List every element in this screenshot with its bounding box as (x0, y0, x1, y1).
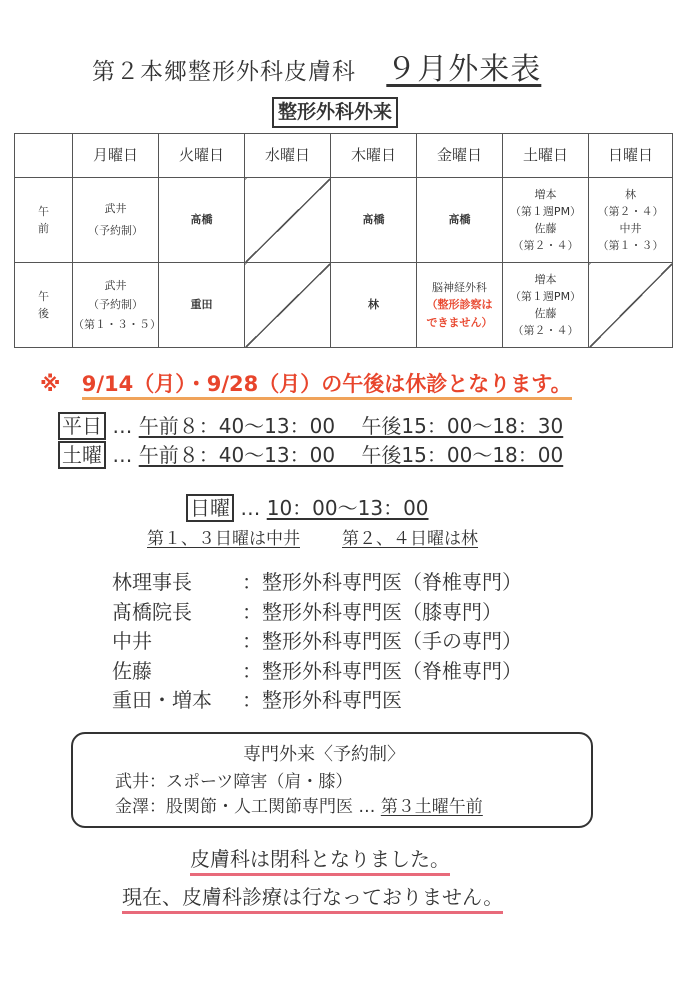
doctor-name: 佐藤 (112, 658, 152, 683)
corner-cell (15, 134, 73, 178)
dots: … (240, 496, 261, 520)
doctor-specialty: ：整形外科専門医（脊椎専門） (242, 658, 522, 683)
cell-fri-am: 髙橋 (417, 178, 503, 263)
day-header: 木曜日 (331, 134, 417, 178)
cell-fri-pm (417, 263, 503, 348)
cell-thu-pm: 林 (331, 263, 417, 348)
notice-mark: ※ (40, 372, 61, 396)
special-clinic-box (71, 732, 593, 828)
doctor-specialty: ：整形外科専門医（手の専門） (242, 629, 522, 653)
schedule-row-pm (15, 263, 673, 348)
cell-wed-pm-closed (245, 263, 331, 348)
pm-label: 午 後 (15, 263, 73, 348)
doctor-list (112, 568, 522, 716)
schedule-table (14, 133, 673, 348)
dermatology-closed-notice: 皮膚科は閉科となりました。 (190, 845, 450, 876)
day-header: 月曜日 (73, 134, 159, 178)
doctor-specialty: ：整形外科専門医（脊椎専門） (242, 570, 522, 594)
day-header: 火曜日 (159, 134, 245, 178)
cell-mon-am: 武井 （予約制） (73, 178, 159, 263)
clinic-name: 第２本郷整形外科皮膚科 (92, 59, 356, 85)
special-clinic-row (115, 792, 483, 817)
sunday-rotation (147, 524, 478, 549)
doctor-name: 林理事長 (112, 570, 192, 594)
cell-mon-pm: 武井 （予約制） （第１・３・５） (73, 263, 159, 348)
fri-pm-dept: 脳神経外科 (432, 281, 487, 295)
closure-notice (40, 368, 572, 398)
cell-sun-am: 林 （第２・４） 中井 （第１・３） (589, 178, 673, 263)
doctor-specialty: ：整形外科専門医（膝専門） (242, 599, 502, 624)
cell-sat-pm: 増本 （第１週PM） 佐藤 （第２・４） (503, 263, 589, 348)
doctor-row (112, 657, 522, 687)
special-clinic-row: 武井：スポーツ障害（肩・膝） (115, 772, 353, 792)
dots: … (112, 414, 133, 438)
special-clinic-schedule: 第３土曜午前 (380, 797, 483, 817)
doctor-row (112, 568, 522, 598)
weekday-label: 平日 (58, 412, 106, 440)
notice-text: 9/14（月）・9/28（月）の午後は休診となります。 (82, 372, 572, 400)
sunday-rotation-1: 第１、３日曜は中井 (147, 529, 300, 549)
special-clinic-text: 金澤：股関節・人工関節専門医 … (115, 797, 381, 817)
saturday-label: 土曜 (58, 441, 106, 469)
cell-wed-am-closed (245, 178, 331, 263)
doctor-name: 髙橋院長 (112, 599, 192, 624)
doctor-name: 重田・増本 (112, 688, 212, 712)
cell-sat-am: 増本 （第１週PM） 佐藤 （第２・４） (503, 178, 589, 263)
hours-sunday (186, 492, 429, 522)
dots: … (112, 443, 133, 467)
cell-thu-am: 髙橋 (331, 178, 417, 263)
doctor-specialty: ：整形外科専門医 (242, 688, 402, 712)
day-header: 水曜日 (245, 134, 331, 178)
cell-tue-pm: 重田 (159, 263, 245, 348)
day-header: 土曜日 (503, 134, 589, 178)
doctor-name: 中井 (112, 629, 152, 653)
doctor-row (112, 686, 522, 716)
saturday-hours: 午前８：40〜13：00 午後15：00〜18：00 (138, 443, 564, 467)
sunday-hours: 10：00〜13：00 (266, 496, 429, 520)
hours-weekday (58, 410, 563, 440)
am-label: 午 前 (15, 178, 73, 263)
sunday-rotation-2: 第２、４日曜は林 (342, 529, 478, 549)
doctor-row (112, 627, 522, 657)
doctor-row (112, 598, 522, 628)
cell-tue-am: 髙橋 (159, 178, 245, 263)
section-heading: 整形外科外来 (272, 97, 398, 128)
sunday-label: 日曜 (186, 494, 234, 522)
page-title (92, 44, 541, 88)
schedule-header-row (15, 134, 673, 178)
day-header: 日曜日 (589, 134, 673, 178)
weekday-hours: 午前８：40〜13：00 午後15：00〜18：30 (138, 414, 564, 438)
cell-sun-pm-closed (589, 263, 673, 348)
hours-saturday (58, 439, 563, 469)
dermatology-no-service-notice: 現在、皮膚科診療は行なっておりません。 (122, 883, 503, 914)
month-title: ９月外来表 (386, 52, 542, 87)
special-clinic-title: 専門外来〈予約制〉 (243, 744, 405, 765)
schedule-row-am (15, 178, 673, 263)
fri-pm-note: （整形診察は できません） (426, 298, 493, 329)
day-header: 金曜日 (417, 134, 503, 178)
